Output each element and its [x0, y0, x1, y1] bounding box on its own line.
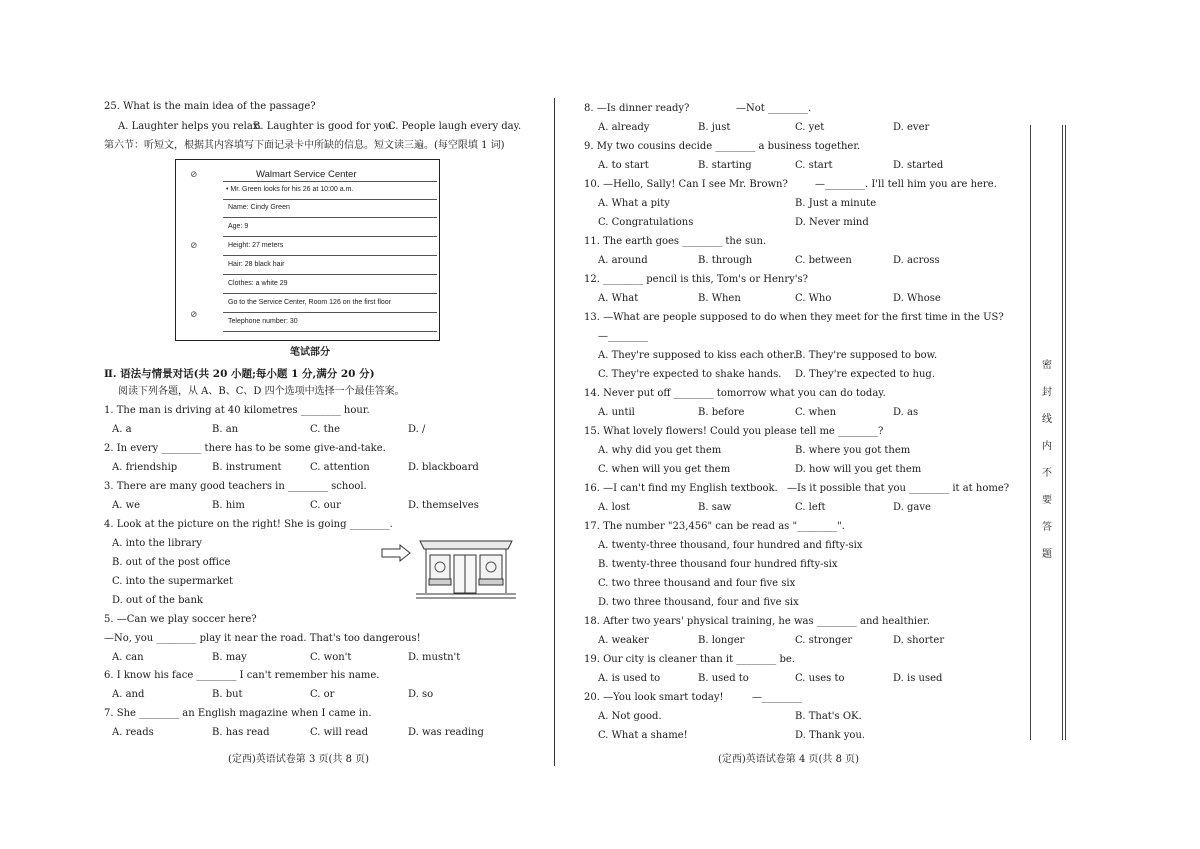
q13-option-c: C. They're expected to shake hands. [598, 369, 782, 380]
section6-instruction: 第六节：听短文，根据其内容填写下面记录卡中所缺的信息。短文读三遍。(每空限填 1 词) [104, 140, 505, 151]
q7-stem: 7. She ________ an English magazine when I came in. [104, 708, 372, 719]
page-divider [554, 98, 555, 766]
q16-option-a: A. lost [598, 502, 630, 513]
seal-line-right-2 [1065, 125, 1066, 740]
q11-option-d: D. across [893, 255, 940, 266]
seal-char: 内 [1042, 441, 1052, 452]
seal-char: 答 [1042, 522, 1052, 533]
q18-stem: 18. After two years' physical training, he was ________ and healthier. [584, 616, 930, 627]
q19-stem: 19. Our city is cleaner than it ________ be. [584, 654, 795, 665]
q10-reply: —________. I'll tell him you are here. [815, 179, 997, 190]
q25-option-a: A. Laughter helps you relax. [118, 121, 262, 132]
q18-option-a: A. weaker [598, 635, 649, 646]
seal-char: 封 [1042, 387, 1052, 398]
form-line-clothes: Clothes: a white 29 [228, 280, 288, 287]
q15-option-b: B. where you got them [795, 445, 911, 456]
q25-stem: 25. What is the main idea of the passage? [104, 101, 316, 112]
q10-stem: 10. —Hello, Sally! Can I see Mr. Brown? [584, 179, 788, 190]
q20-option-c: C. What a shame! [598, 730, 688, 741]
q7-option-d: D. was reading [408, 727, 484, 738]
q5-option-a: A. can [112, 652, 144, 663]
store-illustration [380, 537, 518, 600]
q3-option-a: A. we [112, 500, 141, 511]
q1-option-a: A. a [112, 424, 132, 435]
q1-option-c: C. the [310, 424, 341, 435]
q15-option-d: D. how will you get them [795, 464, 922, 475]
q11-stem: 11. The earth goes ________ the sun. [584, 236, 767, 247]
q14-option-d: D. as [893, 407, 919, 418]
q5-option-d: D. mustn't [408, 652, 461, 663]
q12-option-a: A. What [598, 293, 639, 304]
q4-stem: 4. Look at the picture on the right! She is going ________. [104, 519, 393, 530]
q10-option-c: C. Congratulations [598, 217, 694, 228]
q10-option-d: D. Never mind [795, 217, 869, 228]
q13-reply: —________ [598, 331, 648, 342]
q6-option-c: C. or [310, 689, 335, 700]
q19-option-b: B. used to [698, 673, 749, 684]
q16-stem: 16. —I can't find my English textbook. [584, 483, 778, 494]
q18-option-d: D. shorter [893, 635, 945, 646]
q13-option-d: D. They're expected to hug. [795, 369, 935, 380]
q14-option-a: A. until [598, 407, 635, 418]
q14-option-b: B. before [698, 407, 745, 418]
q18-option-b: B. longer [698, 635, 745, 646]
q20-stem: 20. —You look smart today! [584, 692, 724, 703]
q8-option-b: B. just [698, 122, 731, 133]
q5-reply: —No, you ________ play it near the road. That's too dangerous! [104, 633, 421, 644]
q15-stem: 15. What lovely flowers! Could you please tell me ________? [584, 426, 884, 437]
q25-option-c: C. People laugh every day. [388, 121, 522, 132]
form-title: Walmart Service Center [256, 169, 357, 180]
form-line-telephone: Telephone number: 30 [228, 318, 298, 325]
q16-option-d: D. gave [893, 502, 931, 513]
q8-stem: 8. —Is dinner ready? [584, 103, 690, 114]
q3-option-d: D. themselves [408, 500, 479, 511]
q13-option-a: A. They're supposed to kiss each other. [598, 350, 797, 361]
q8-option-c: C. yet [795, 122, 825, 133]
q16-reply: —Is it possible that you ________ it at home? [787, 483, 1010, 494]
q25-option-b: B. Laughter is good for you. [253, 121, 395, 132]
q16-option-b: B. saw [698, 502, 732, 513]
q12-stem: 12. ________ pencil is this, Tom's or Henry's? [584, 274, 809, 285]
form-line-location: Go to the Service Center, Room 126 on the first floor [228, 299, 392, 306]
q9-option-a: A. to start [598, 160, 649, 171]
seal-notice [1040, 360, 1054, 576]
q9-stem: 9. My two cousins decide ________ a business together. [584, 141, 861, 152]
form-line-age: Age: 9 [228, 223, 249, 230]
q2-stem: 2. In every ________ there has to be some give-and-take. [104, 443, 386, 454]
q20-option-a: A. Not good. [598, 711, 662, 722]
q8-reply: —Not ________. [736, 103, 812, 114]
q13-stem: 13. —What are people supposed to do when they meet for the first time in the US? [584, 312, 1004, 323]
q4-option-b: B. out of the post office [112, 557, 231, 568]
seal-char: 题 [1042, 549, 1052, 560]
q1-stem: 1. The man is driving at 40 kilometres ________ hour. [104, 405, 370, 416]
q20-option-b: B. That's OK. [795, 711, 862, 722]
q8-option-d: D. ever [893, 122, 930, 133]
q13-option-b: B. They're supposed to bow. [795, 350, 938, 361]
q19-option-a: A. is used to [598, 673, 661, 684]
form-line-name: Name: Cindy Green [228, 204, 290, 211]
q3-option-b: B. him [212, 500, 245, 511]
q7-option-b: B. has read [212, 727, 270, 738]
q12-option-b: B. When [698, 293, 741, 304]
q4-option-d: D. out of the bank [112, 595, 203, 606]
form-line-1: • Mr. Green looks for his 26 at 10:00 a.m. [226, 186, 354, 193]
q17-option-c: C. two three thousand and four five six [598, 578, 796, 589]
part2-header: Ⅱ. 语法与情景对话(共 20 小题;每小题 1 分,满分 20 分) [104, 368, 375, 380]
q7-option-c: C. will read [310, 727, 369, 738]
q19-option-d: D. is used [893, 673, 943, 684]
q17-option-d: D. two three thousand, four and five six [598, 597, 799, 608]
q11-option-b: B. through [698, 255, 753, 266]
q17-option-a: A. twenty-three thousand, four hundred and fifty-six [598, 540, 863, 551]
q6-option-d: D. so [408, 689, 434, 700]
q6-option-b: B. but [212, 689, 243, 700]
binder-hole-icon: ⊘ [190, 170, 198, 180]
form-line-height: Height: 27 meters [228, 242, 284, 249]
q5-stem: 5. —Can we play soccer here? [104, 614, 257, 625]
q20-option-d: D. Thank you. [795, 730, 866, 741]
q15-option-c: C. when will you get them [598, 464, 731, 475]
q8-option-a: A. already [598, 122, 650, 133]
q11-option-a: A. around [598, 255, 648, 266]
q14-option-c: C. when [795, 407, 837, 418]
q14-stem: 14. Never put off ________ tomorrow what you can do today. [584, 388, 886, 399]
q6-option-a: A. and [112, 689, 145, 700]
binder-hole-icon: ⊘ [190, 241, 198, 251]
q12-option-d: D. Whose [893, 293, 941, 304]
q10-option-b: B. Just a minute [795, 198, 877, 209]
seal-char: 不 [1042, 468, 1052, 479]
part2-instruction: 阅读下列各题，从 A、B、C、D 四个选项中选择一个最佳答案。 [118, 386, 405, 397]
service-record-card [175, 159, 440, 341]
left-page-footer: (定西)英语试卷第 3 页(共 8 页) [228, 754, 370, 765]
q20-reply: —________ [752, 692, 802, 703]
form-line-hair: Hair: 28 black hair [228, 261, 285, 268]
q3-option-c: C. our [310, 500, 341, 511]
seal-char: 线 [1042, 414, 1052, 425]
q3-stem: 3. There are many good teachers in ________ school. [104, 481, 367, 492]
q17-stem: 17. The number "23,456" can be read as "________". [584, 521, 845, 532]
q4-option-a: A. into the library [112, 538, 202, 549]
q5-option-b: B. may [212, 652, 247, 663]
q19-option-c: C. uses to [795, 673, 845, 684]
q6-stem: 6. I know his face ________ I can't remember his name. [104, 670, 380, 681]
q7-option-a: A. reads [112, 727, 154, 738]
q11-option-c: C. between [795, 255, 852, 266]
q12-option-c: C. Who [795, 293, 832, 304]
q1-option-b: B. an [212, 424, 239, 435]
seal-char: 要 [1042, 495, 1052, 506]
q1-option-d: D. / [408, 424, 426, 435]
seal-line-right [1062, 125, 1063, 740]
q9-option-d: D. started [893, 160, 944, 171]
q18-option-c: C. stronger [795, 635, 853, 646]
q2-option-a: A. friendship [112, 462, 178, 473]
written-part-heading: 笔试部分 [290, 347, 330, 358]
q2-option-b: B. instrument [212, 462, 282, 473]
q9-option-b: B. starting [698, 160, 752, 171]
binder-hole-icon: ⊘ [190, 310, 198, 320]
q5-option-c: C. won't [310, 652, 352, 663]
q9-option-c: C. start [795, 160, 833, 171]
q2-option-d: D. blackboard [408, 462, 479, 473]
q15-option-a: A. why did you get them [598, 445, 722, 456]
seal-char: 密 [1042, 360, 1052, 371]
q16-option-c: C. left [795, 502, 826, 513]
q17-option-b: B. twenty-three thousand four hundred fifty-six [598, 559, 838, 570]
q10-option-a: A. What a pity [598, 198, 670, 209]
right-page-footer: (定西)英语试卷第 4 页(共 8 页) [718, 754, 860, 765]
q2-option-c: C. attention [310, 462, 370, 473]
q4-option-c: C. into the supermarket [112, 576, 233, 587]
seal-line-left [1030, 125, 1031, 740]
